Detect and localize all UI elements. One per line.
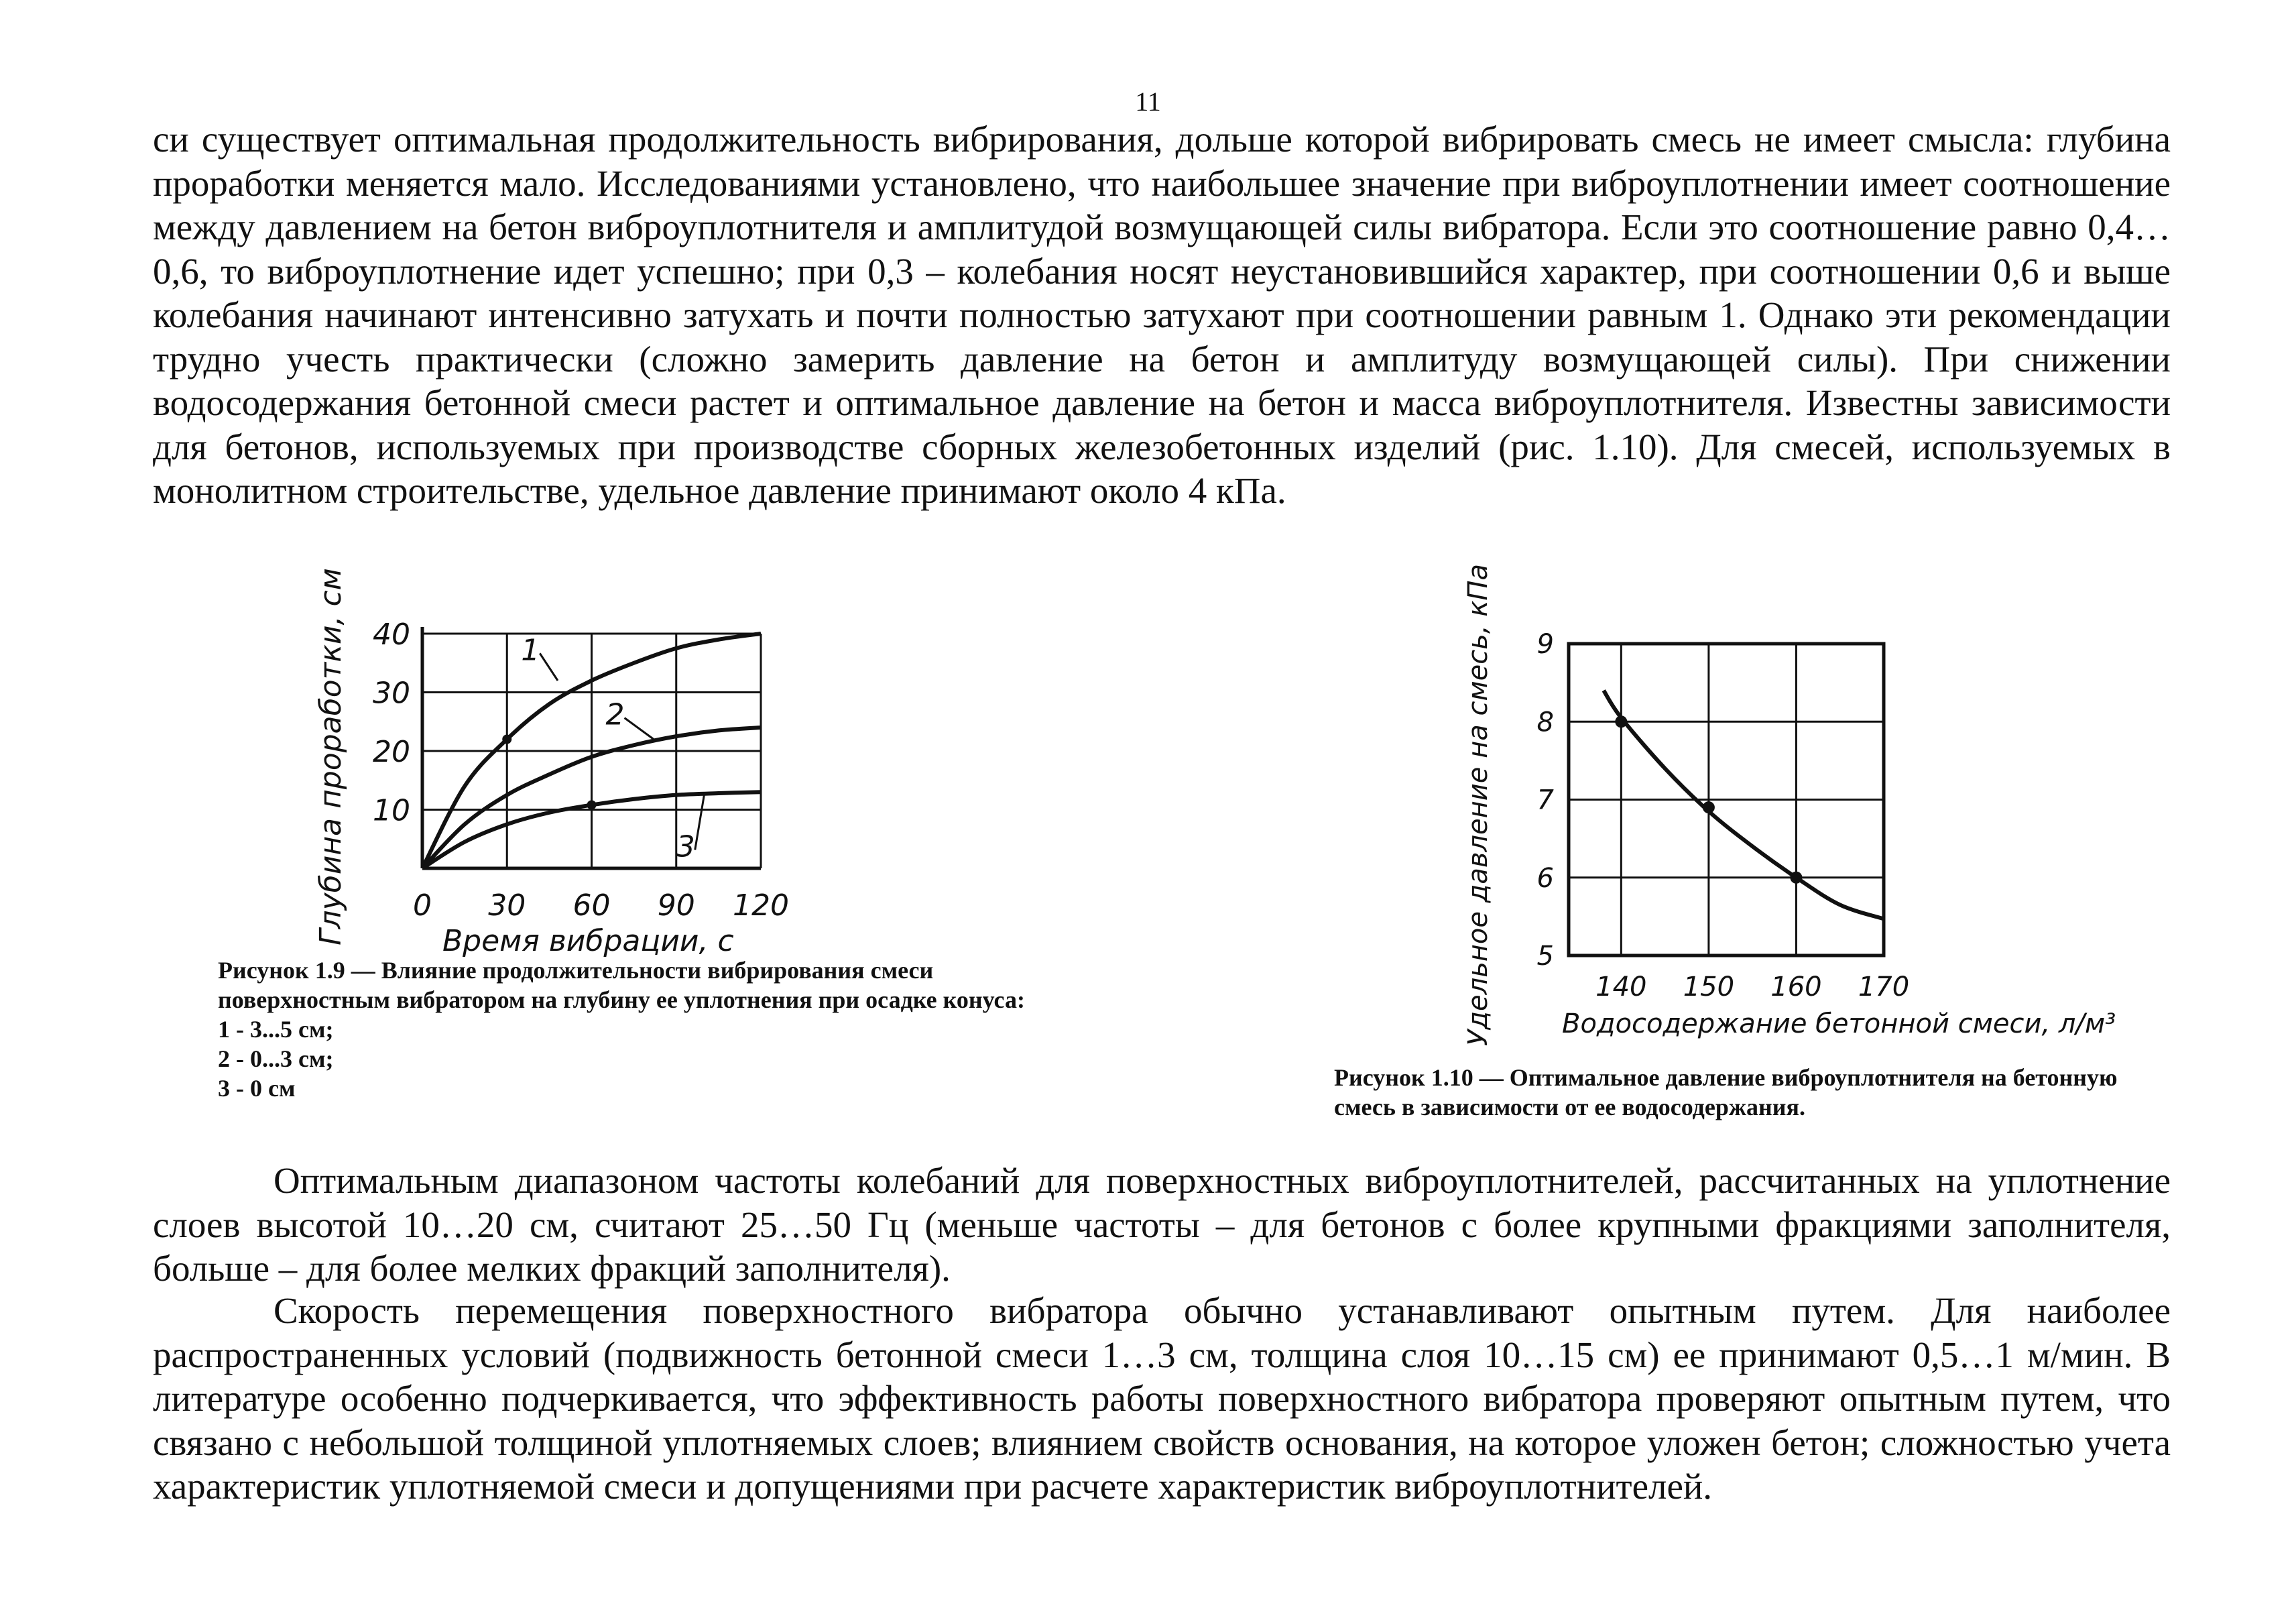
figure-1-9-caption-list	[218, 1014, 1103, 1103]
figure-1-10-caption: Рисунок 1.10 — Оптимальное давление виброуплотнителя на бетонную смесь в зависимости от ее водосодержания.	[1334, 1064, 2118, 1120]
series-label-leader	[625, 718, 654, 740]
figure-1-9-caption-title: Рисунок 1.9 — Влияние продолжительности вибрирования смеси поверхностным вибратором на глубину ее уплотнения при осадке конуса:	[218, 957, 1025, 1013]
series-label-leader	[540, 653, 558, 681]
x-tick-label: 170	[1858, 972, 1910, 1002]
x-tick-label: 0	[413, 888, 432, 923]
y-tick-label: 10	[373, 793, 410, 828]
series-label: 2	[605, 697, 625, 732]
data-point	[1703, 801, 1715, 813]
page-number: 11	[1135, 86, 1161, 117]
y-tick-label: 20	[373, 735, 410, 769]
fig2-y-axis-label: Удельное давление на смесь, кПа	[1463, 563, 1494, 1046]
paragraph-frequency: Оптимальным диапазоном частоты колебаний для поверхностных виброуплотнителей, рассчитанных на уплотнение слоев высотой 10…20 см, считают 25…50 Гц (меньше частоты – для бетонов с более крупными фракциями заполнителя, больше – для более мелких фракций заполнителя).	[153, 1160, 2171, 1289]
y-tick-label: 30	[373, 676, 410, 711]
x-tick-label: 140	[1595, 972, 1647, 1002]
data-point	[1790, 872, 1802, 884]
fig2-ticks	[1537, 629, 1910, 1002]
y-tick-label: 40	[373, 618, 410, 652]
caption-item: 1 - 3...5 см;	[218, 1016, 334, 1043]
x-tick-label: 90	[657, 888, 695, 923]
caption-item: 2 - 0...3 см;	[218, 1045, 334, 1072]
series-label: 1	[521, 633, 540, 668]
figure-1-9-caption	[218, 955, 1103, 1103]
y-tick-label: 9	[1536, 629, 1554, 660]
x-tick-label: 30	[488, 888, 526, 923]
paragraph-intro: си существует оптимальная продолжительность вибрирования, дольше которой вибрировать смесь не имеет смысла: глубина проработки меняется мало. Исследованиями установлено, что наибольшее значение при виброуплотнении имеет соотношение между давлением на бетон виброуплотнителя и амплитудой возмущающей силы вибратора. Если это соотношение равно 0,4…0,6, то виброуплотнение идет успешно; при 0,3 – колебания носят неустановившийся характер, при соотношении 0,6 и выше колебания начинают интенсивно затухать и почти полностью затухают при соотношении равным 1. Однако эти рекомендации трудно учесть практически (сложно замерить давление на бетон и амплитуду возмущающей силы). При снижении водосодержания бетонной смеси растет и оптимальное давление на бетон и масса виброуплотнителя. Известны зависимости для бетонов, используемых при производстве сборных железобетонных изделий (рис. 1.10). Для смесей, используемых в монолитном строительстве, удельное давление принимают около 4 кПа.	[153, 119, 2171, 511]
fig2-lines	[1604, 691, 1884, 919]
x-tick-label: 160	[1770, 972, 1822, 1002]
fig1-x-axis-label: Время вибрации, с	[442, 924, 734, 958]
fig2-grid	[1569, 644, 1884, 955]
caption-item: 3 - 0 см	[218, 1075, 296, 1102]
series-label: 3	[676, 829, 695, 864]
data-point	[587, 801, 597, 810]
figure-1-10-chart	[1441, 563, 2116, 1066]
y-tick-label: 7	[1536, 785, 1554, 816]
fig1-ticks	[373, 618, 789, 923]
series-line	[1604, 691, 1884, 919]
x-tick-label: 150	[1683, 972, 1735, 1002]
y-tick-label: 5	[1536, 941, 1554, 972]
x-tick-label: 120	[733, 888, 789, 923]
fig2-x-axis-label: Водосодержание бетонной смеси, л/м³	[1562, 1008, 2116, 1039]
y-tick-label: 8	[1536, 707, 1554, 738]
data-point	[1615, 715, 1627, 728]
series-label-leader	[695, 793, 705, 850]
fig1-y-axis-label: Глубина проработки, см	[314, 568, 348, 945]
x-tick-label: 60	[572, 888, 611, 923]
paragraph-speed: Скорость перемещения поверхностного вибратора обычно устанавливают опытным путем. Для наиболее распространенных условий (подвижность бетонной смеси 1…3 см, толщина слоя 10…15 см) ее принимают 0,5…1 м/мин. В литературе особенно подчеркивается, что эффективность работы поверхностного вибратора проверяют опытным путем, что связано с небольшой толщиной уплотняемых слоев; влиянием свойств основания, на которое уложен бетон; сложностью учета характеристик уплотняемой смеси и допущениями при расчете характеристик виброуплотнителей.	[153, 1290, 2171, 1507]
figure-1-9-chart	[288, 568, 838, 958]
data-point	[502, 735, 511, 744]
y-tick-label: 6	[1536, 862, 1554, 894]
fig1-grid	[422, 627, 761, 868]
